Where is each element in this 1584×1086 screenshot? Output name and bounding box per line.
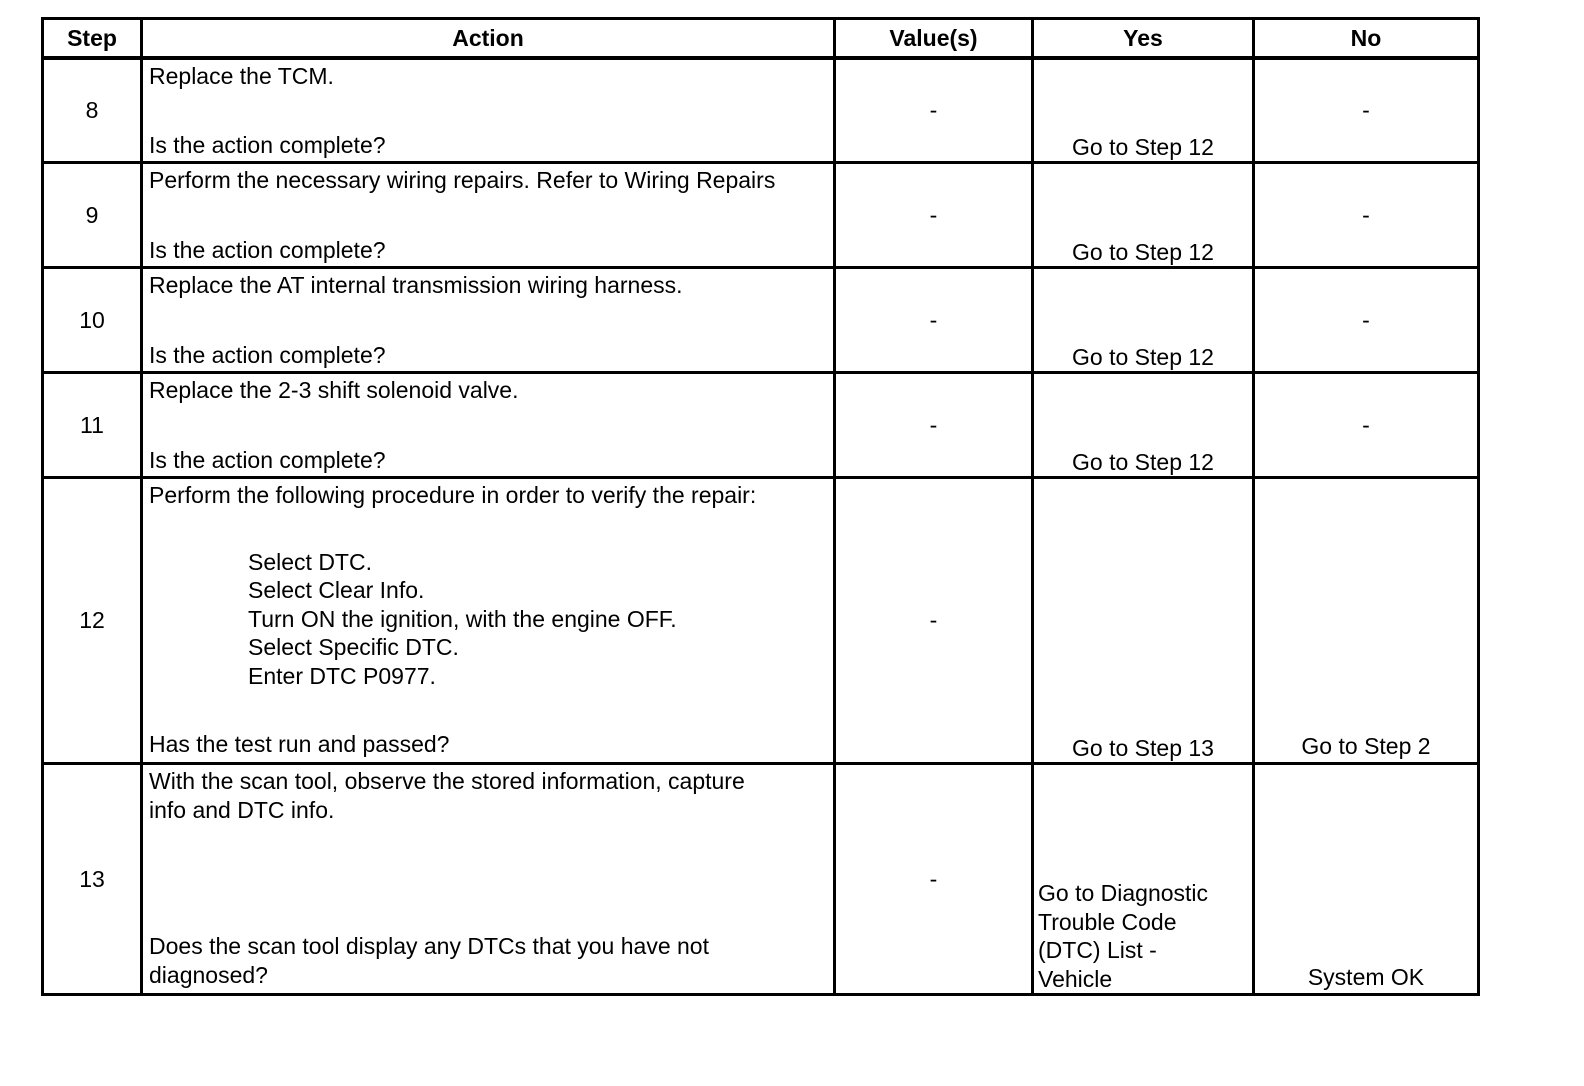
value-cell: - (835, 268, 1033, 373)
table-row (43, 764, 1479, 995)
no-cell: - (1254, 58, 1479, 163)
value-cell: - (835, 764, 1033, 995)
action-question: Is the action complete? (149, 236, 386, 263)
table-row (43, 478, 1479, 764)
value-cell: - (835, 163, 1033, 268)
action-question: Is the action complete? (149, 131, 386, 158)
table-row (43, 268, 1479, 373)
no-cell: System OK (1254, 764, 1479, 995)
header-no: No (1254, 19, 1479, 59)
table-row (43, 58, 1479, 163)
yes-cell: Go to Step 12 (1033, 58, 1254, 163)
yes-cell: Go to Step 12 (1033, 373, 1254, 478)
header-step: Step (43, 19, 142, 59)
action-cell (142, 268, 835, 373)
value-cell: - (835, 478, 1033, 764)
procedure-step: Enter DTC P0977. (248, 662, 436, 689)
action-text: Replace the 2-3 shift solenoid valve. (149, 377, 519, 403)
step-number: 9 (43, 163, 142, 268)
action-text: With the scan tool, observe the stored information, capture info and DTC info. (149, 768, 745, 823)
header-action: Action (142, 19, 835, 59)
no-cell: - (1254, 373, 1479, 478)
value-cell: - (835, 373, 1033, 478)
action-question: Is the action complete? (149, 446, 386, 473)
action-text: Perform the necessary wiring repairs. Refer to Wiring Repairs (149, 167, 776, 193)
table-row (43, 373, 1479, 478)
action-question: Does the scan tool display any DTCs that you have not diagnosed? (149, 933, 709, 988)
no-cell: Go to Step 2 (1254, 478, 1479, 764)
procedure-step: Select Clear Info. (248, 577, 425, 603)
procedure-list (149, 548, 827, 691)
action-question: Has the test run and passed? (149, 730, 450, 757)
yes-cell: Go to Step 12 (1033, 268, 1254, 373)
yes-cell: Go to Diagnostic Trouble Code (DTC) List - Vehicle (1033, 764, 1254, 995)
step-number: 11 (43, 373, 142, 478)
yes-cell: Go to Step 12 (1033, 163, 1254, 268)
procedure-step: Select DTC. (248, 548, 372, 575)
step-number: 12 (43, 478, 142, 764)
no-cell: - (1254, 163, 1479, 268)
action-cell (142, 764, 835, 995)
action-cell (142, 58, 835, 163)
action-cell (142, 373, 835, 478)
no-cell: - (1254, 268, 1479, 373)
table-row (43, 163, 1479, 268)
action-text: Replace the AT internal transmission wiring harness. (149, 272, 683, 298)
step-number: 10 (43, 268, 142, 373)
header-yes: Yes (1033, 19, 1254, 59)
action-question: Is the action complete? (149, 341, 386, 368)
action-text: Perform the following procedure in order to verify the repair: (149, 482, 757, 508)
yes-cell: Go to Step 13 (1033, 478, 1254, 764)
procedure-step: Select Specific DTC. (248, 634, 459, 660)
diagnostic-table-container (41, 17, 1477, 996)
action-text: Replace the TCM. (149, 63, 334, 89)
step-number: 8 (43, 58, 142, 163)
diagnostic-table (41, 17, 1480, 996)
value-cell: - (835, 58, 1033, 163)
table-header-row (43, 19, 1479, 59)
action-cell (142, 163, 835, 268)
procedure-step: Turn ON the ignition, with the engine OFF. (248, 605, 677, 632)
step-number: 13 (43, 764, 142, 995)
action-cell (142, 478, 835, 764)
header-values: Value(s) (835, 19, 1033, 59)
